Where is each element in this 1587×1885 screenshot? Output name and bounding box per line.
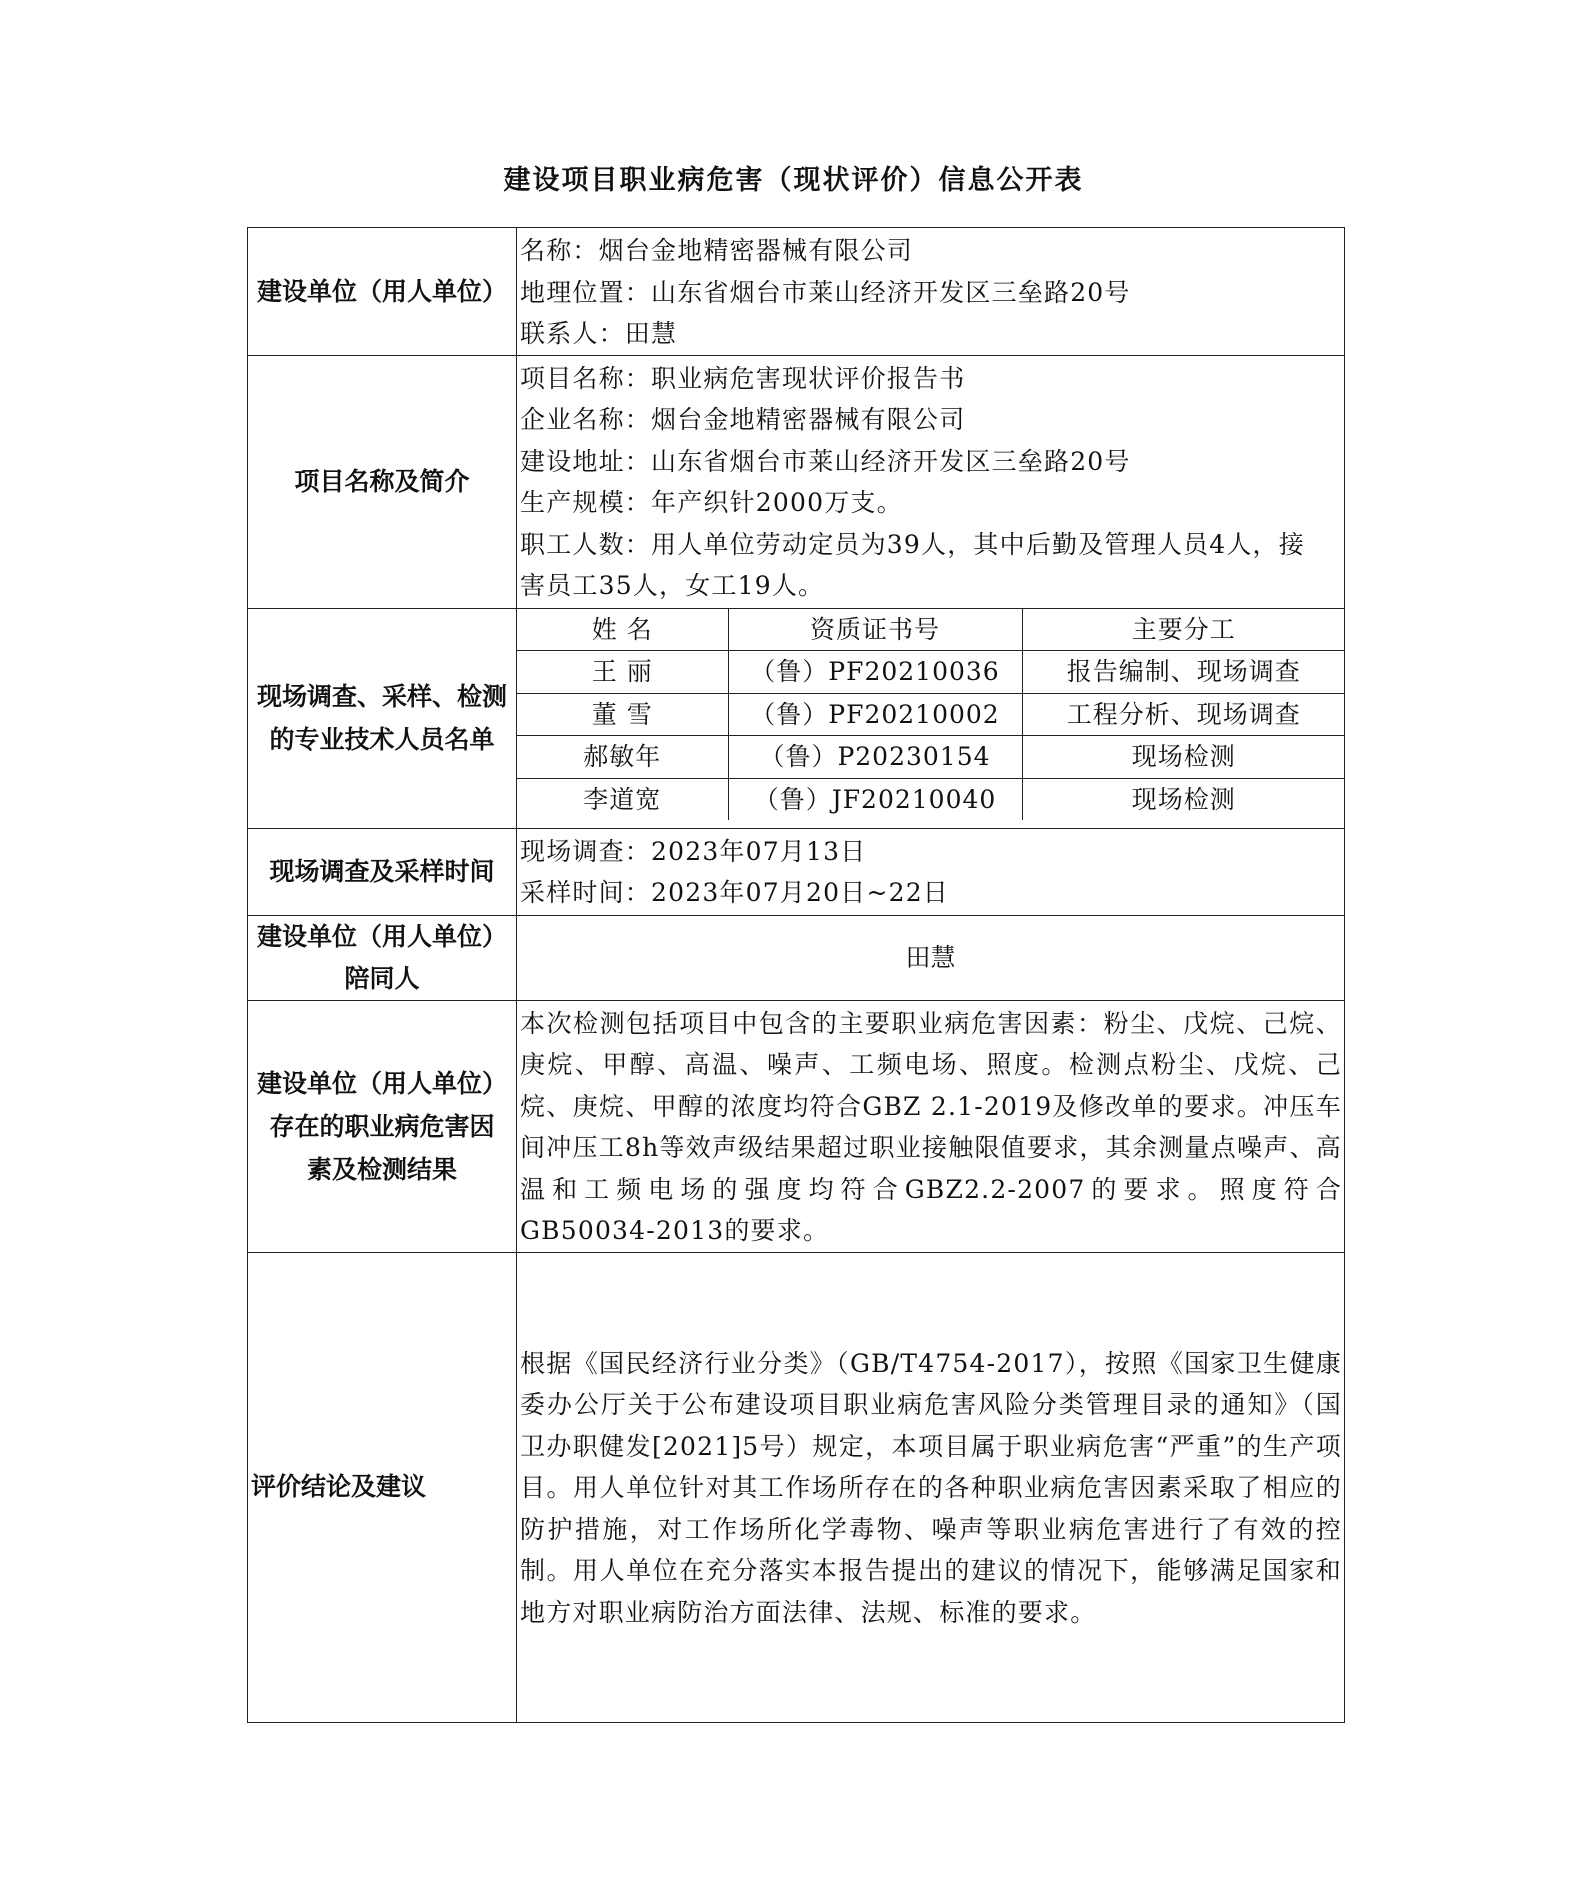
hazards-label-line2: 存在的职业病危害因 (269, 1111, 495, 1141)
project-workers-1: 职工人数：用人单位劳动定员为39人，其中后勤及管理人员4人，接 (520, 529, 1305, 559)
staff-name: 郝敏年 (517, 736, 728, 779)
project-content (517, 355, 1345, 608)
staff-row (517, 693, 1345, 736)
project-address: 建设地址：山东省烟台市莱山经济开发区三垒路20号 (520, 446, 1131, 476)
staff-label (248, 608, 517, 828)
companion-label-line1: 建设单位（用人单位） (256, 922, 507, 951)
staff-row (517, 778, 1345, 820)
staff-header-name: 姓 名 (517, 609, 728, 651)
hazards-label (248, 1000, 517, 1252)
project-workers-2: 害员工35人，女工19人。 (520, 571, 825, 600)
staff-role: 现场检测 (1022, 736, 1345, 779)
staff-row (517, 651, 1345, 694)
time-sampling: 采样时间：2023年07月20日~22日 (520, 878, 950, 907)
staff-cell (517, 608, 1345, 828)
time-content (517, 828, 1345, 915)
conclusion-label: 评价结论及建议 (248, 1252, 517, 1722)
row-conclusion (248, 1252, 1345, 1722)
conclusion-text: 根据《国民经济行业分类》（GB/T4754-2017），按照《国家卫生健康委办公厅关于公布建设项目职业病危害风险分类管理目录的通知》（国卫办职健发[2021]5号）规定，本项目属于职业病危害“严重”的生产项目。用人单位针对其工作场所存在的各种职业病危害因素采取了相应的防护措施，对工作场所化学毒物、噪声等职业病危害进行了有效的控制。用人单位在充分落实本报告提出的建议的情况下，能够满足国家和地方对职业病防治方面法律、法规、标准的要求。 (520, 1348, 1342, 1627)
staff-table (517, 609, 1345, 821)
staff-name: 董 雪 (517, 693, 728, 736)
unit-label: 建设单位（用人单位） (248, 228, 517, 356)
time-survey: 现场调查：2023年07月13日 (520, 836, 867, 866)
staff-label-line1: 现场调查、采样、检测 (256, 682, 507, 711)
unit-content (517, 228, 1345, 356)
staff-cert: （鲁）P20230154 (728, 736, 1022, 779)
project-label: 项目名称及简介 (248, 355, 517, 608)
staff-role: 工程分析、现场调查 (1022, 693, 1345, 736)
staff-row (517, 736, 1345, 779)
staff-header-role: 主要分工 (1022, 609, 1345, 651)
staff-cert: （鲁）PF20210036 (728, 651, 1022, 694)
staff-role: 报告编制、现场调查 (1022, 651, 1345, 694)
hazards-content (517, 1000, 1345, 1252)
unit-location: 地理位置：山东省烟台市莱山经济开发区三垒路20号 (520, 277, 1131, 307)
staff-cert: （鲁）PF20210002 (728, 693, 1022, 736)
hazards-label-line1: 建设单位（用人单位） (256, 1068, 507, 1098)
row-time (248, 828, 1345, 915)
staff-name: 王 丽 (517, 651, 728, 694)
companion-value: 田慧 (517, 915, 1345, 1000)
unit-name: 名称：烟台金地精密器械有限公司 (520, 236, 914, 265)
conclusion-content (517, 1252, 1345, 1722)
companion-label (248, 915, 517, 1000)
row-unit (248, 228, 1345, 356)
staff-role: 现场检测 (1022, 778, 1345, 820)
row-companion (248, 915, 1345, 1000)
hazards-text: 本次检测包括项目中包含的主要职业病危害因素：粉尘、戊烷、己烷、庚烷、甲醇、高温、噪声、工频电场、照度。检测点粉尘、戊烷、己烷、庚烷、甲醇的浓度均符合GBZ 2.1-2019及修改单的要求。冲压车间冲压工8h等效声级结果超过职业接触限值要求，其余测量点噪声、高温和工频电场的强度均符合GBZ2.2-2007的要求。照度符合GB50034-2013的要求。 (520, 1008, 1342, 1245)
row-project (248, 355, 1345, 608)
time-label: 现场调查及采样时间 (248, 828, 517, 915)
row-staff (248, 608, 1345, 828)
project-company: 企业名称：烟台金地精密器械有限公司 (520, 405, 966, 434)
companion-label-line2: 陪同人 (344, 963, 420, 993)
info-table (247, 227, 1345, 1723)
staff-label-line2: 的专业技术人员名单 (269, 725, 495, 754)
project-scale: 生产规模：年产织针2000万支。 (520, 488, 903, 517)
staff-header-cert: 资质证书号 (728, 609, 1022, 651)
row-hazards (248, 1000, 1345, 1252)
project-name: 项目名称：职业病危害现状评价报告书 (520, 363, 966, 393)
staff-cert: （鲁）JF20210040 (728, 778, 1022, 820)
page-title: 建设项目职业病危害（现状评价）信息公开表 (503, 165, 1084, 196)
unit-contact: 联系人：田慧 (520, 319, 678, 348)
staff-name: 李道宽 (517, 778, 728, 820)
staff-header-row (517, 609, 1345, 651)
hazards-label-line3: 素及检测结果 (306, 1154, 457, 1184)
